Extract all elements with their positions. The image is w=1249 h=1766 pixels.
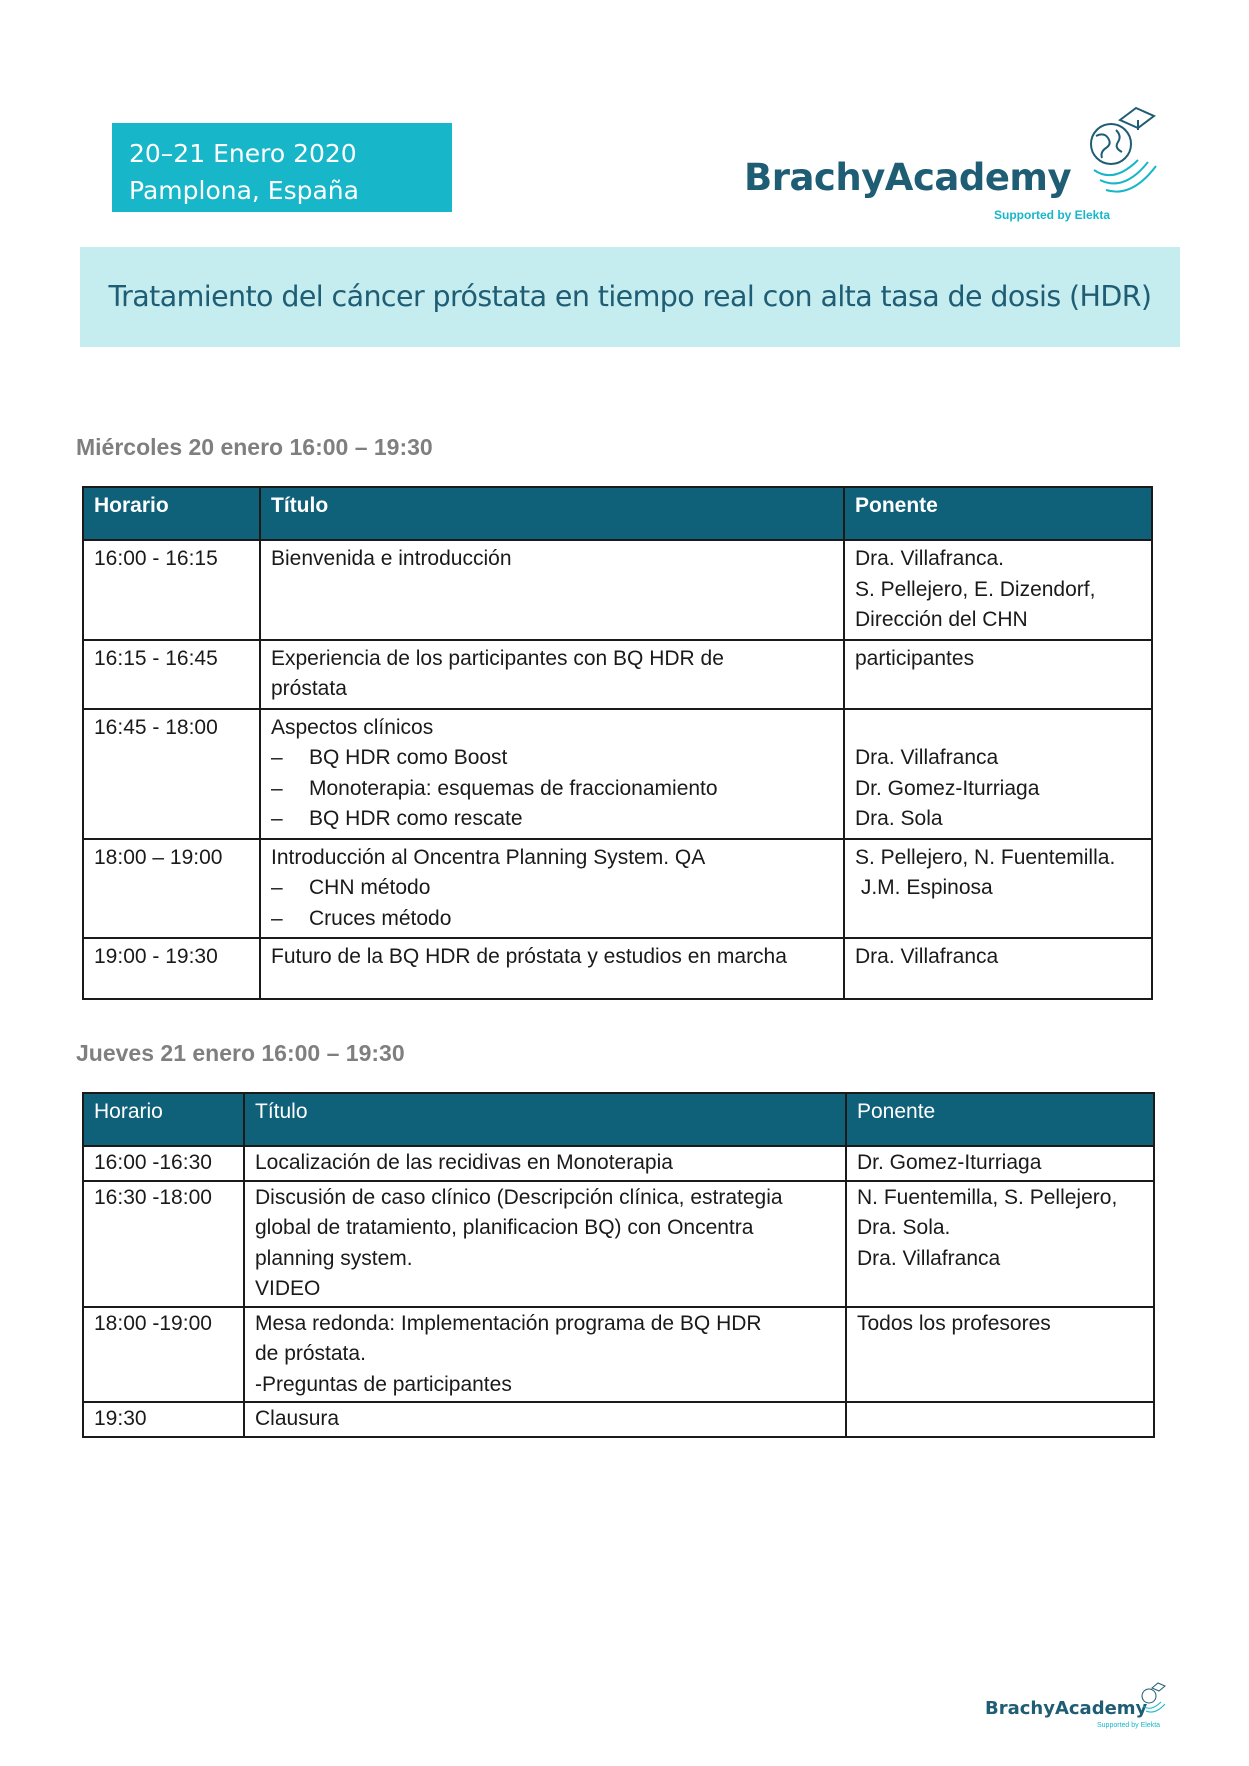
row-title: [260, 709, 844, 839]
row-speaker: [846, 1402, 1154, 1437]
header-time: Horario: [83, 1093, 244, 1146]
speaker-line: Dra. Villafranca.: [855, 547, 1005, 570]
logo-name: BrachyAcademy: [744, 156, 1072, 199]
bullet-item: – BQ HDR como Boost: [271, 746, 508, 769]
row-title: [244, 1181, 846, 1307]
table-row: [83, 540, 1152, 640]
speaker-line: Dra. Sola: [855, 807, 943, 830]
title-line: Aspectos clínicos: [271, 715, 434, 739]
bullet-item: – Cruces método: [271, 906, 452, 930]
globe-graduation-cap-icon: [1137, 1680, 1167, 1720]
bullet-text: Monoterapia: esquemas de fraccionamiento: [309, 776, 718, 800]
row-title: [244, 1307, 846, 1403]
title-line: Mesa redonda: Implementación programa de BQ HDR: [255, 1311, 762, 1335]
table-row: [83, 640, 1152, 709]
footer-logo: [985, 1680, 1165, 1740]
event-date-box: [112, 123, 452, 212]
row-speaker: Dra. Villafranca: [844, 938, 1152, 999]
row-speaker: [844, 540, 1152, 640]
title-line: Experiencia de los participantes con BQ HDR de: [271, 646, 724, 670]
bullet-text: BQ HDR como Boost: [309, 746, 508, 769]
speaker-line: Dr. Gomez-Iturriaga: [855, 776, 1040, 800]
row-speaker: Todos los profesores: [846, 1307, 1154, 1403]
row-title: Clausura: [244, 1402, 846, 1437]
speaker-line: [855, 713, 1141, 744]
row-title: [260, 640, 844, 709]
course-title-banner: Tratamiento del cáncer próstata en tiempo real con alta tasa de dosis (HDR): [80, 247, 1180, 347]
event-location: Pamplona, España: [129, 176, 359, 205]
event-date: 20–21 Enero 2020: [129, 139, 357, 168]
row-speaker: [844, 839, 1152, 939]
row-time: 16:45 - 18:00: [83, 709, 260, 839]
row-time: 18:00 -19:00: [83, 1307, 244, 1403]
day1-agenda-table: [82, 486, 1153, 1000]
row-time: 18:00 – 19:00: [83, 839, 260, 939]
row-title: Bienvenida e introducción: [260, 540, 844, 640]
bullet-text: Cruces método: [309, 906, 452, 930]
day1-heading: Miércoles 20 enero 16:00 – 19:30: [76, 434, 433, 460]
table-row: [83, 1402, 1154, 1437]
speaker-line: J.M. Espinosa: [855, 876, 993, 899]
row-speaker: participantes: [844, 640, 1152, 709]
speaker-line: S. Pellejero, E. Dizendorf,: [855, 577, 1096, 601]
table-row: [83, 1181, 1154, 1307]
speaker-line: Dirección del CHN: [855, 608, 1028, 631]
bullet-item: – BQ HDR como rescate: [271, 807, 523, 830]
title-line: planning system.: [255, 1246, 413, 1270]
logo-subtitle: Supported by Elekta: [994, 208, 1111, 222]
speaker-line: S. Pellejero, N. Fuentemilla.: [855, 845, 1116, 869]
bullet-text: BQ HDR como rescate: [309, 807, 523, 830]
table-row: [83, 938, 1152, 999]
speaker-line: Dra. Sola.: [857, 1216, 951, 1239]
row-time: 16:00 - 16:15: [83, 540, 260, 640]
row-title: Localización de las recidivas en Monoterapia: [244, 1146, 846, 1181]
bullet-item: – Monoterapia: esquemas de fraccionamiento: [271, 776, 718, 800]
title-line: de próstata.: [255, 1342, 366, 1365]
day2-heading: Jueves 21 enero 16:00 – 19:30: [76, 1040, 405, 1066]
header-title: Título: [260, 487, 844, 540]
table-header-row: [83, 487, 1152, 540]
table-row: [83, 839, 1152, 939]
header-title: Título: [244, 1093, 846, 1146]
row-speaker: Dr. Gomez-Iturriaga: [846, 1146, 1154, 1181]
title-line: próstata: [271, 677, 347, 700]
row-title: [260, 839, 844, 939]
table-row: [83, 1146, 1154, 1181]
row-time: 19:00 - 19:30: [83, 938, 260, 999]
speaker-line: N. Fuentemilla, S. Pellejero,: [857, 1185, 1118, 1209]
header-time: Horario: [83, 487, 260, 540]
header-speaker: Ponente: [844, 487, 1152, 540]
brachyacademy-logo: [744, 100, 1164, 230]
day2-agenda-table: [82, 1092, 1155, 1438]
footer-logo-name: BrachyAcademy: [985, 1698, 1148, 1719]
title-line: Introducción al Oncentra Planning System. QA: [271, 845, 706, 869]
bullet-item: – CHN método: [271, 876, 431, 899]
title-line: global de tratamiento, planificacion BQ) con Oncentra: [255, 1216, 754, 1239]
row-speaker: [844, 709, 1152, 839]
header-speaker: Ponente: [846, 1093, 1154, 1146]
title-line: Discusión de caso clínico (Descripción clínica, estrategia: [255, 1185, 783, 1209]
footer-logo-subtitle: Supported by Elekta: [1097, 1722, 1161, 1729]
speaker-line: Dra. Villafranca: [857, 1246, 1001, 1270]
row-time: 19:30: [83, 1402, 244, 1437]
globe-graduation-cap-icon: [1076, 100, 1166, 210]
row-speaker: [846, 1181, 1154, 1307]
table-row: [83, 709, 1152, 839]
speaker-line: Dra. Villafranca: [855, 746, 999, 769]
table-row: [83, 1307, 1154, 1403]
row-title: Futuro de la BQ HDR de próstata y estudios en marcha: [260, 938, 844, 999]
row-time: 16:00 -16:30: [83, 1146, 244, 1181]
title-line: -Preguntas de participantes: [255, 1372, 512, 1396]
table-header-row: [83, 1093, 1154, 1146]
row-time: 16:15 - 16:45: [83, 640, 260, 709]
title-line: VIDEO: [255, 1277, 321, 1300]
bullet-text: CHN método: [309, 876, 431, 899]
row-time: 16:30 -18:00: [83, 1181, 244, 1307]
